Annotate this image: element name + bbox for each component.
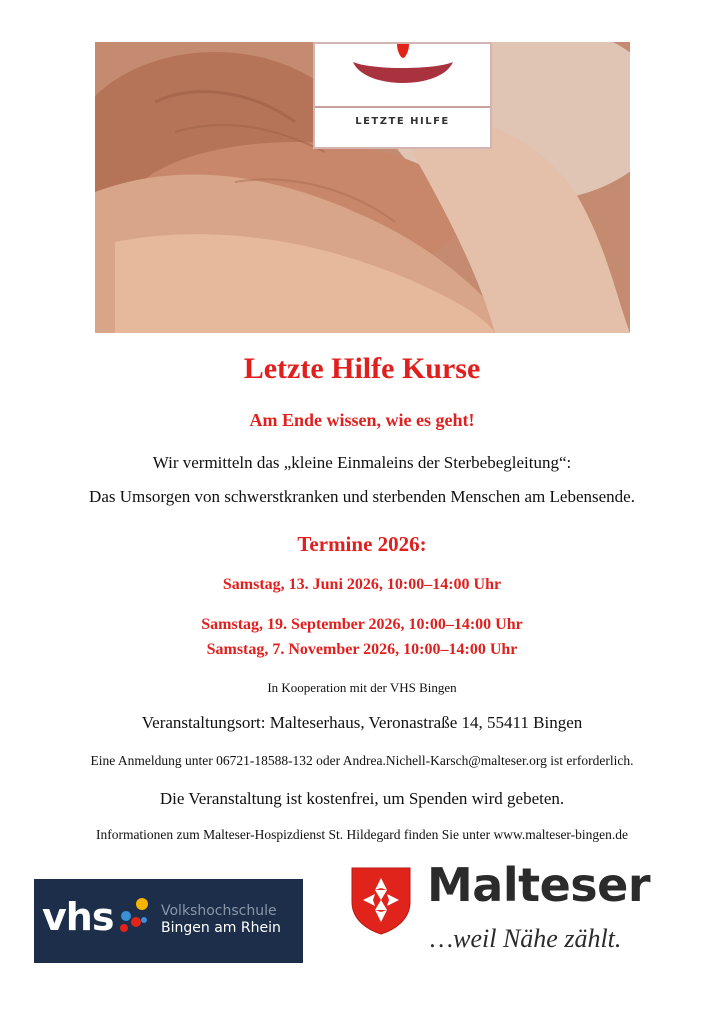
intro-line-2: Das Umsorgen von schwerstkranken und sterbenden Menschen am Lebensende. xyxy=(89,487,635,506)
malteser-claim: …weil Nähe zählt. xyxy=(430,924,622,953)
bowl-icon xyxy=(315,44,490,104)
cooperation-note: In Kooperation mit der VHS Bingen xyxy=(267,680,457,695)
malteser-wordmark: Malteser xyxy=(427,858,651,912)
logo-divider xyxy=(315,106,490,108)
letzte-hilfe-logo xyxy=(313,42,492,149)
malteser-shield-icon xyxy=(350,866,412,936)
hero-photo-hands xyxy=(95,42,630,333)
info-text: Informationen zum Malteser-Hospizdienst St. Hildegard finden Sie unter www.malteser-bingen.de xyxy=(95,827,629,842)
intro-line-1: Wir vermitteln das „kleine Einmaleins der Sterbebegleitung“: xyxy=(152,453,572,472)
date-item-3: Samstag, 7. November 2026, 10:00–14:00 Uhr xyxy=(206,641,518,658)
vhs-line-2: Bingen am Rhein xyxy=(161,920,281,936)
registration-text: Eine Anmeldung unter 06721-18588-132 oder Andrea.Nichell-Karsch@malteser.org ist erforderlich. xyxy=(90,753,634,768)
vhs-line-1: Volkshochschule xyxy=(161,903,277,919)
vhs-logo xyxy=(34,879,303,963)
cost-text: Die Veranstaltung ist kostenfrei, um Spenden wird gebeten. xyxy=(159,789,565,808)
dates-heading: Termine 2026: xyxy=(297,532,427,556)
location-text: Veranstaltungsort: Malteserhaus, Veronastraße 14, 55411 Bingen xyxy=(141,713,583,732)
vhs-wordmark: vhs xyxy=(42,895,114,939)
vhs-dots-icon xyxy=(114,896,154,936)
logo-text: LETZTE HILFE xyxy=(355,116,450,127)
date-item-2: Samstag, 19. September 2026, 10:00–14:00 Uhr xyxy=(201,616,523,633)
page-subtitle: Am Ende wissen, wie es geht! xyxy=(249,410,475,430)
date-item-1: Samstag, 13. Juni 2026, 10:00–14:00 Uhr xyxy=(222,576,502,593)
page-title: Letzte Hilfe Kurse xyxy=(243,352,481,385)
